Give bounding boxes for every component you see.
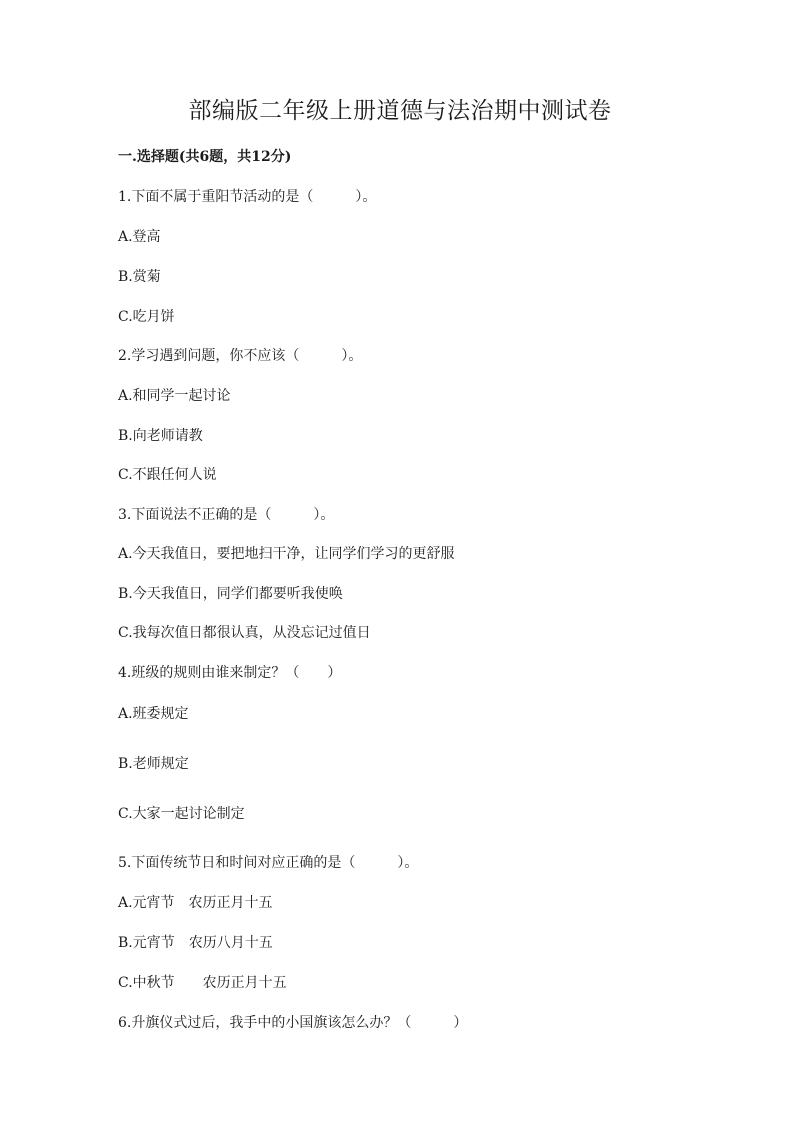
question-2-option-c: C.不跟任何人说 [118, 467, 217, 483]
question-5-option-c: C.中秋节 农历正月十五 [118, 975, 287, 991]
question-4-stem: 4.班级的规则由谁来制定？（ ） [118, 665, 342, 681]
question-4-option-a: A.班委规定 [118, 706, 189, 722]
question-2-option-b: B.向老师请教 [118, 428, 203, 444]
question-1-option-b: B.赏菊 [118, 269, 161, 285]
question-3-option-a: A.今天我值日，要把地扫干净，让同学们学习的更舒服 [118, 546, 455, 562]
question-1-option-c: C.吃月饼 [118, 309, 175, 325]
question-6-stem: 6.升旗仪式过后，我手中的小国旗该怎么办？（ ） [118, 1015, 468, 1031]
page-title: 部编版二年级上册道德与法治期中测试卷 [188, 98, 612, 124]
question-3-stem: 3.下面说法不正确的是（ ）。 [118, 507, 335, 523]
question-5-stem: 5.下面传统节日和时间对应正确的是（ ）。 [118, 855, 419, 871]
question-5-option-b: B.元宵节 农历八月十五 [118, 935, 273, 951]
question-3-option-b: B.今天我值日，同学们都要听我使唤 [118, 586, 343, 602]
question-2-stem: 2.学习遇到问题，你不应该（ ）。 [118, 348, 363, 364]
question-5-option-a: A.元宵节 农历正月十五 [118, 895, 273, 911]
question-4-option-c: C.大家一起讨论制定 [118, 806, 245, 822]
section-heading: 一.选择题(共6题，共12分) [118, 149, 292, 165]
question-4-option-b: B.老师规定 [118, 756, 189, 772]
question-3-option-c: C.我每次值日都很认真，从没忘记过值日 [118, 625, 371, 641]
question-1-stem: 1.下面不属于重阳节活动的是（ ）。 [118, 189, 377, 205]
question-1-option-a: A.登高 [118, 229, 161, 245]
question-2-option-a: A.和同学一起讨论 [118, 388, 231, 404]
